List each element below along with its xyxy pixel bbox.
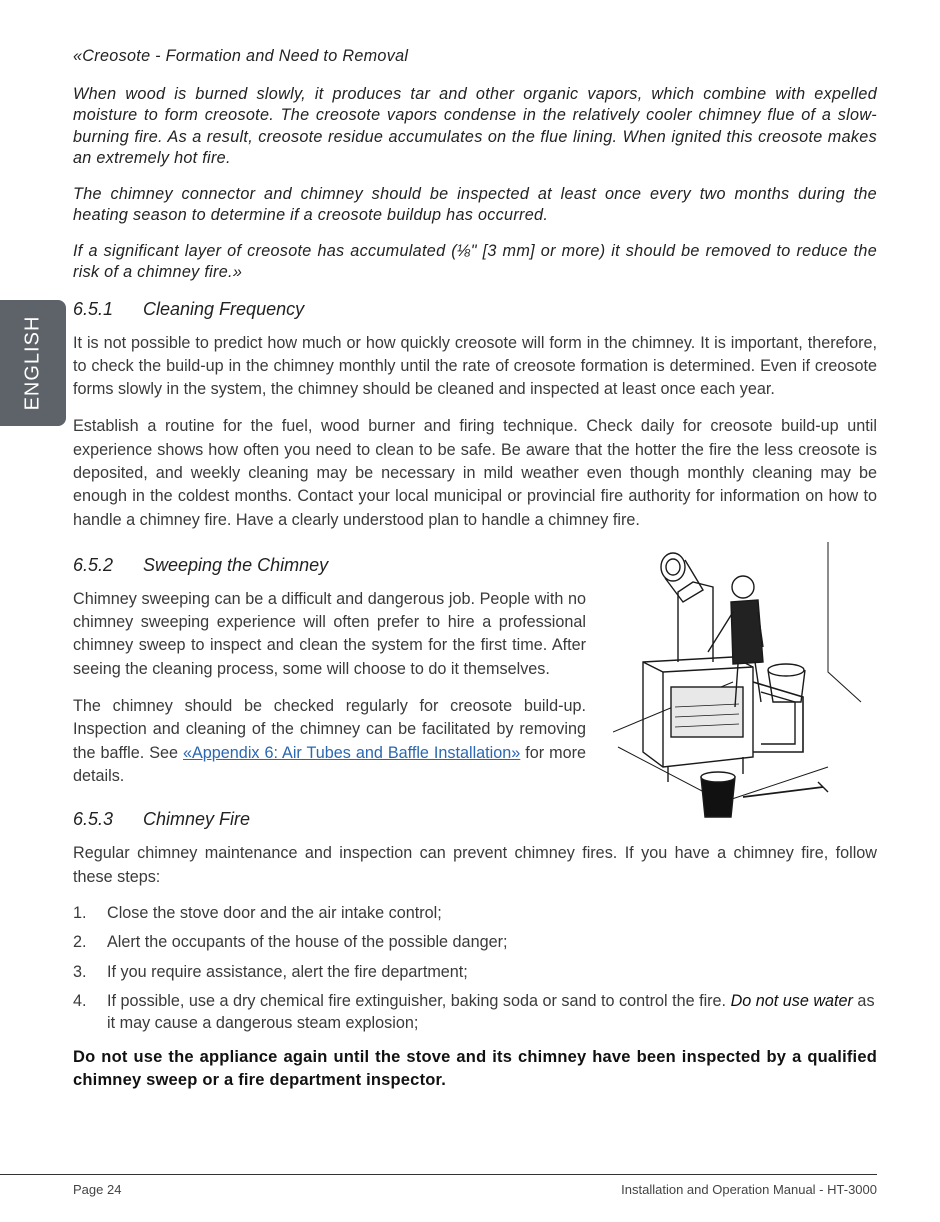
section-heading bbox=[73, 298, 877, 320]
section-title: Chimney Fire bbox=[143, 809, 251, 830]
list-item bbox=[73, 903, 877, 925]
list-text: Alert the occupants of the house of the possible danger; bbox=[107, 933, 508, 952]
paragraph-text: for more details. bbox=[73, 743, 586, 785]
list-number: 3. bbox=[73, 962, 87, 981]
language-tab-label: ENGLISH bbox=[21, 315, 44, 411]
appendix-6-link[interactable]: «Appendix 6: Air Tubes and Baffle Installation» bbox=[183, 743, 521, 762]
manual-title: Installation and Operation Manual - HT-3000 bbox=[621, 1182, 877, 1197]
section-number: 6.5.3 bbox=[73, 809, 114, 830]
safety-warning: Do not use the appliance again until the stove and its chimney have been inspected by a qualified chimney sweep or a fire department inspector. bbox=[73, 1048, 877, 1090]
list-item bbox=[73, 991, 877, 1034]
list-text: as it may cause a dangerous steam explosion; bbox=[107, 992, 875, 1032]
paragraph bbox=[73, 695, 586, 788]
quote-title: «Creosote - Formation and Need to Removal bbox=[73, 47, 409, 65]
language-tab bbox=[0, 300, 66, 426]
paragraph-text: The chimney should be checked regularly for creosote build-up. Inspection and cleaning of the chimney can be facilitated by removing the baffle. See bbox=[73, 697, 586, 762]
paragraph: It is not possible to predict how much or how quickly creosote will form in the chimney. It is important, therefore, to check the build-up in the chimney monthly until the rate of creosote formation is determined. Even if creosote forms slowly in the system, the chimney should be cleaned and inspected at least once each year. bbox=[73, 333, 877, 399]
section-6-5-3 bbox=[73, 808, 877, 1092]
section-title: Cleaning Frequency bbox=[143, 298, 305, 319]
list-text: If you require assistance, alert the fire department; bbox=[107, 962, 468, 981]
section-6-5-1 bbox=[73, 298, 877, 532]
creosote-quote bbox=[73, 46, 877, 284]
list-text: Close the stove door and the air intake control; bbox=[107, 903, 442, 922]
page-number: Page 24 bbox=[73, 1182, 122, 1197]
quote-paragraph-1: When wood is burned slowly, it produces tar and other organic vapors, which combine with expelled moisture to form creosote. The creosote vapors condense in the relatively cooler chimney flue of a slow-burning fire. As a result, creosote residue accumulates on the flue lining. When ignited this creosote makes an extremely hot fire. bbox=[73, 84, 877, 167]
paragraph: Chimney sweeping can be a difficult and dangerous job. People with no chimney sweeping experience will often prefer to hire a professional chimney sweep to inspect and clean the system for the first time. After seeing the cleaning process, some will choose to do it themselves. bbox=[73, 589, 586, 678]
list-number: 2. bbox=[73, 933, 87, 952]
paragraph: Regular chimney maintenance and inspection can prevent chimney fires. If you have a chimney fire, follow these steps: bbox=[73, 844, 877, 886]
section-title: Sweeping the Chimney bbox=[143, 554, 329, 575]
footer-divider bbox=[0, 1174, 877, 1175]
list-item bbox=[73, 962, 877, 984]
section-text bbox=[73, 588, 586, 788]
list-text: If possible, use a dry chemical fire extinguisher, baking soda or sand to control the fire. bbox=[107, 992, 731, 1011]
quote-paragraph-2: The chimney connector and chimney should be inspected at least once every two months during the heating season to determine if a creosote buildup has occurred. bbox=[73, 184, 877, 224]
paragraph: Establish a routine for the fuel, wood burner and firing technique. Check daily for creosote build-up until experience shows how often you need to clean to be safe. Be aware that the hotter the fire the less creosote is deposited, and weekly cleaning may be necessary in mild weather even though monthly cleaning may be enough in the coldest months. Contact your local municipal or provincial fire authority for information on how to handle a chimney fire. Have a clearly understood plan to handle a chimney fire. bbox=[73, 417, 877, 529]
list-number: 4. bbox=[73, 992, 87, 1011]
quote-paragraph-3: If a significant layer of creosote has accumulated (⅛" [3 mm] or more) it should be removed to reduce the risk of a chimney fire.» bbox=[73, 241, 877, 281]
list-item bbox=[73, 932, 877, 954]
fire-steps-list bbox=[73, 903, 877, 1035]
list-number: 1. bbox=[73, 903, 87, 922]
section-number: 6.5.2 bbox=[73, 554, 114, 575]
list-emphasis: Do not use water bbox=[730, 992, 853, 1011]
section-6-5-2 bbox=[73, 554, 877, 788]
chimney-sweeping-illustration bbox=[613, 542, 863, 822]
page-content bbox=[73, 46, 877, 1092]
section-number: 6.5.1 bbox=[73, 298, 114, 319]
